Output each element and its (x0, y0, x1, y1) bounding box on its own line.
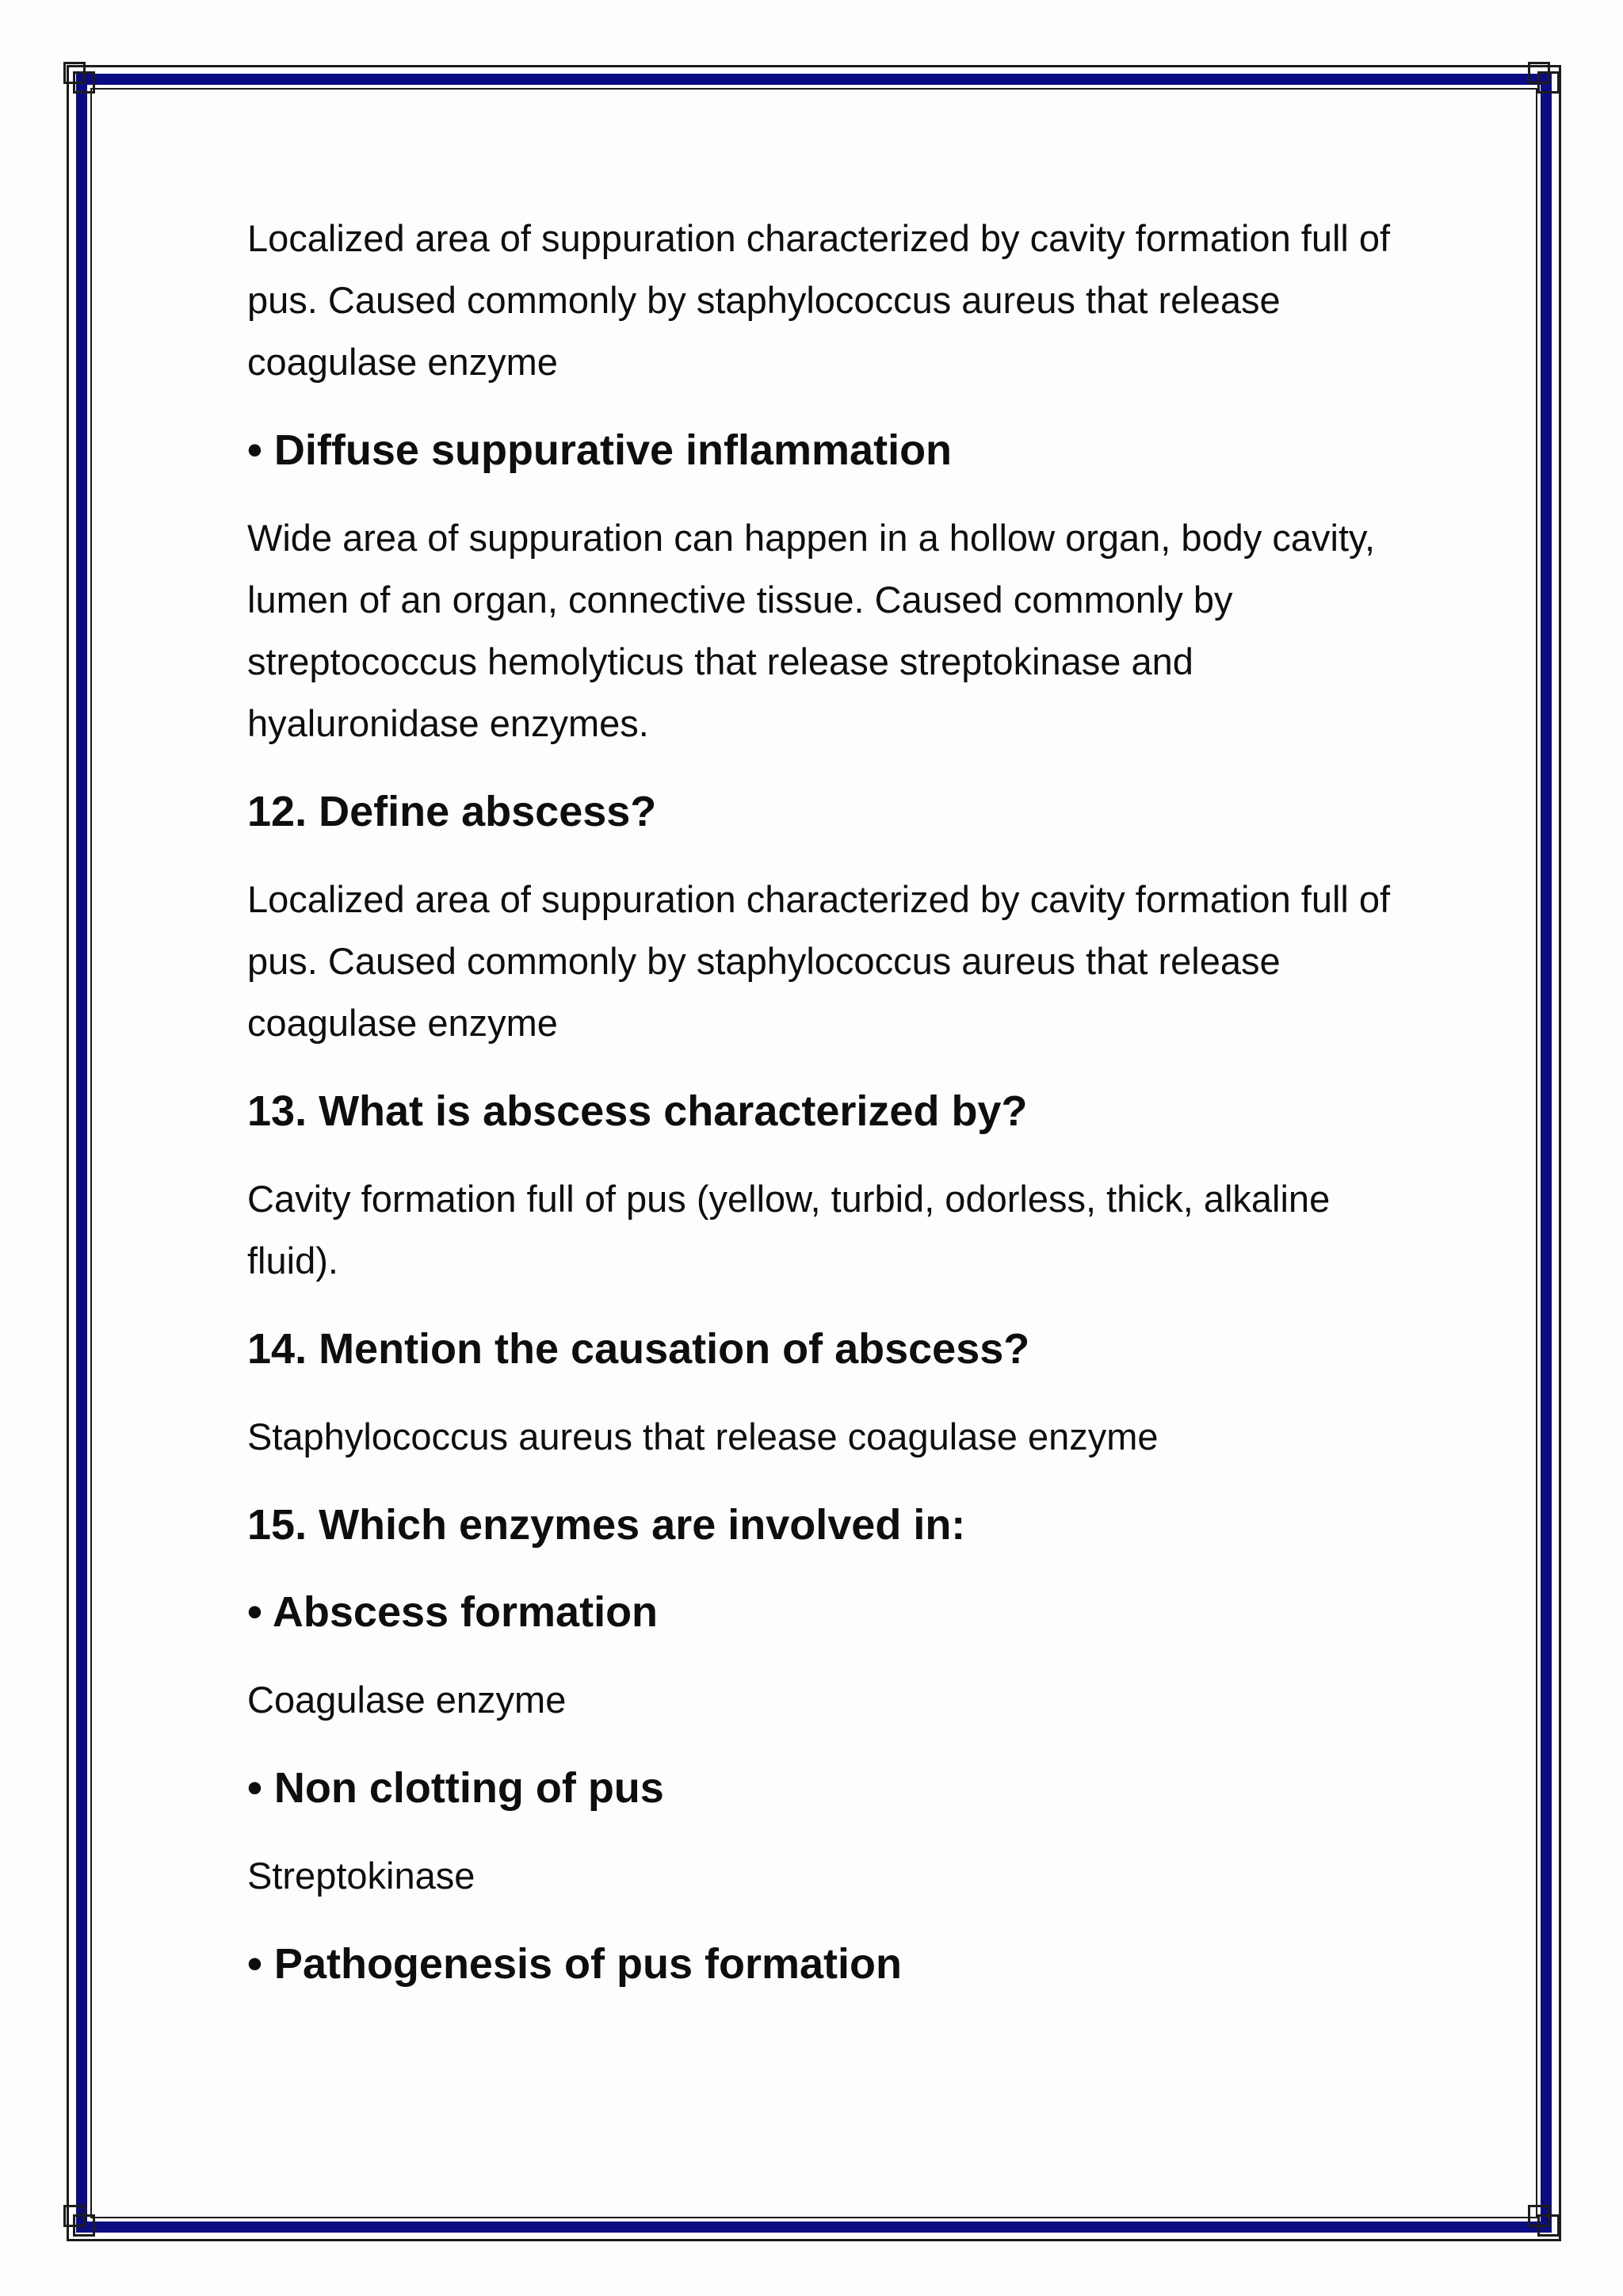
paragraph-abscess-definition: Localized area of suppuration characterized by cavity formation full of pus. Caused commonly by staphylococcus aureus that release coagulase enzyme (247, 217, 1391, 383)
question-heading-14: 14. Mention the causation of abscess? (247, 1325, 1030, 1373)
question-heading-13: 13. What is abscess characterized by? (247, 1087, 1028, 1135)
bullet-icon: • (247, 1764, 262, 1812)
answer-paragraph-14: Staphylococcus aureus that release coagulase enzyme (247, 1415, 1159, 1457)
bullet-icon: • (247, 1588, 262, 1636)
bullet-heading-label: Pathogenesis of pus formation (273, 1940, 902, 1988)
answer-paragraph-abscess-formation: Coagulase enzyme (247, 1679, 567, 1721)
document-body (247, 208, 1396, 2021)
paragraph-diffuse-suppuration: Wide area of suppuration can happen in a hollow organ, body cavity, lumen of an organ, connective tissue. Caused commonly by streptococcus hemolyticus that release streptokinase and hyaluronidase enzymes. (247, 517, 1376, 744)
bullet-heading-label: Diffuse suppurative inflammation (273, 426, 953, 474)
answer-paragraph-12: Localized area of suppuration characterized by cavity formation full of pus. Caused commonly by staphylococcus aureus that release coagulase enzyme (247, 878, 1391, 1044)
question-heading-12: 12. Define abscess? (247, 788, 657, 835)
bullet-heading-pathogenesis (247, 1934, 1396, 1994)
bullet-heading-label: Abscess formation (272, 1588, 659, 1636)
bullet-heading-diffuse-suppurative (247, 420, 1396, 480)
bullet-heading-label: Non clotting of pus (273, 1764, 664, 1812)
corner-ornament-top-right (1528, 62, 1560, 94)
answer-paragraph-non-clotting: Streptokinase (247, 1855, 475, 1897)
bullet-heading-non-clotting (247, 1758, 1396, 1818)
corner-ornament-top-left (63, 62, 95, 94)
bullet-icon: • (247, 426, 262, 474)
corner-ornament-bottom-right (1528, 2205, 1560, 2237)
corner-ornament-bottom-left (63, 2205, 95, 2237)
answer-paragraph-13: Cavity formation full of pus (yellow, turbid, odorless, thick, alkaline fluid). (247, 1178, 1331, 1282)
bullet-icon: • (247, 1940, 262, 1988)
question-heading-15: 15. Which enzymes are involved in: (247, 1501, 966, 1549)
bullet-heading-abscess-formation (247, 1582, 1396, 1642)
